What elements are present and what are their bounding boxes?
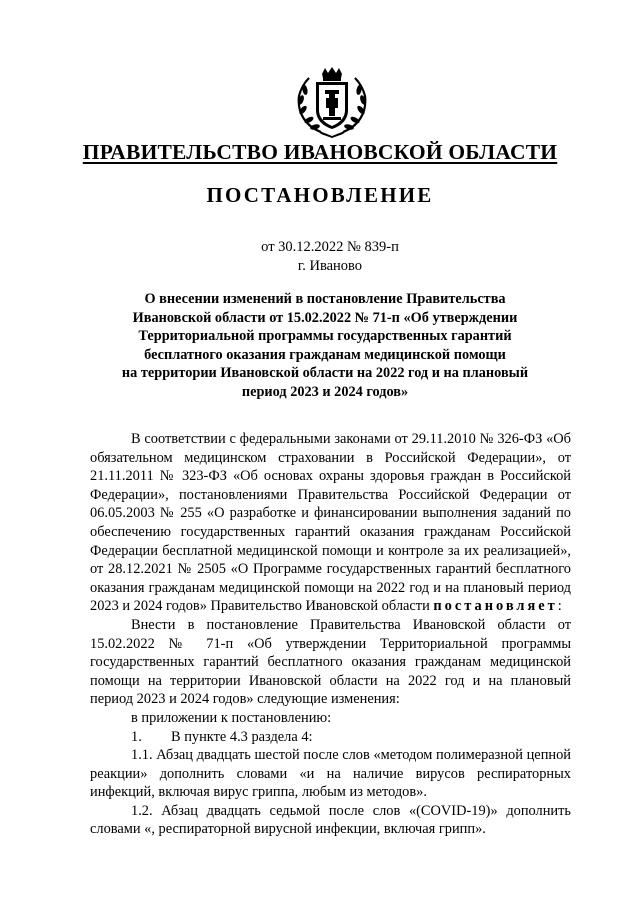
item-1-paragraph: [90, 728, 571, 747]
subject-line: Ивановской области от 15.02.2022 № 71-п «Об утверждении: [132, 309, 518, 326]
resolves-word: постановляет: [433, 598, 558, 615]
preamble-paragraph: [90, 430, 571, 616]
item-1-text: В пункте 4.3 раздела 4:: [171, 728, 313, 745]
item-1-2-paragraph: 1.2. Абзац двадцать седьмой после слов «(COVID-19)» дополнить словами «, респираторной вирусной инфекции, включая грипп».: [90, 802, 571, 838]
item-1-1-paragraph: 1.1. Абзац двадцать шестой после слов «методом полимеразной цепной реакции» дополнить словами «и на наличие вирусов респираторных инфекций, включая вирус гриппа, любым из методов».: [90, 747, 571, 801]
preamble-text: В соответствии с федеральными законами от 29.11.2010 № 326-ФЗ «Об обязательном медицинском страховании в Российской Федерации», от 21.11.2011 № 323-ФЗ «Об основах охраны здоровья граждан в Российской Федерации», постановлениями Правительства Российской Федерации от 06.05.2003 № 255 «О разработке и финансировании выполнения заданий по обеспечению государственных гарантий оказания гражданам Российской Федерации бесплатной медицинской помощи и контроле за их реализацией», от 28.12.2021 № 2505 «О Программе государственных гарантий бесплатного оказания гражданам медицинской помощи на 2022 год и на плановый период 2023 и 2024 годов» Правительство Ивановской области: [90, 431, 571, 615]
subject-line: О внесении изменений в постановление Правительства: [144, 291, 506, 307]
document-meta: [0, 238, 640, 276]
intro-paragraph: Внести в постановление Правительства Ивановской области от 15.02.2022 № 71-п «Об утверждении Территориальной программы государственных гарантий бесплатного оказания гражданам медицинской помощи на территории Ивановской области на 2022 год и на плановый период 2023 и 2024 годов» следующие изменения:: [90, 616, 571, 708]
appendix-paragraph: в приложении к постановлению:: [131, 709, 332, 726]
item-1-number: 1.: [131, 728, 142, 745]
document-type: ПОСТАНОВЛЕНИЕ: [206, 183, 434, 207]
organization-title-text: ПРАВИТЕЛЬСТВО ИВАНОВСКОЙ ОБЛАСТИ: [82, 140, 558, 164]
coat-of-arms-icon: [291, 66, 373, 138]
subject-line: на территории Ивановской области на 2022 год и на плановый: [121, 365, 529, 382]
date-number: от 30.12.2022 № 839-п: [261, 239, 399, 255]
subject-line: Территориальной программы государственных гарантий: [138, 328, 512, 345]
subject-line: период 2023 и 2024 годов»: [241, 383, 409, 400]
resolves-colon: :: [557, 598, 562, 615]
subject-line: бесплатного оказания гражданам медицинской помощи: [144, 346, 506, 363]
document-subject: [80, 290, 570, 402]
city: г. Иваново: [297, 258, 363, 274]
organization-title: [0, 140, 640, 165]
document-body: [90, 430, 571, 839]
